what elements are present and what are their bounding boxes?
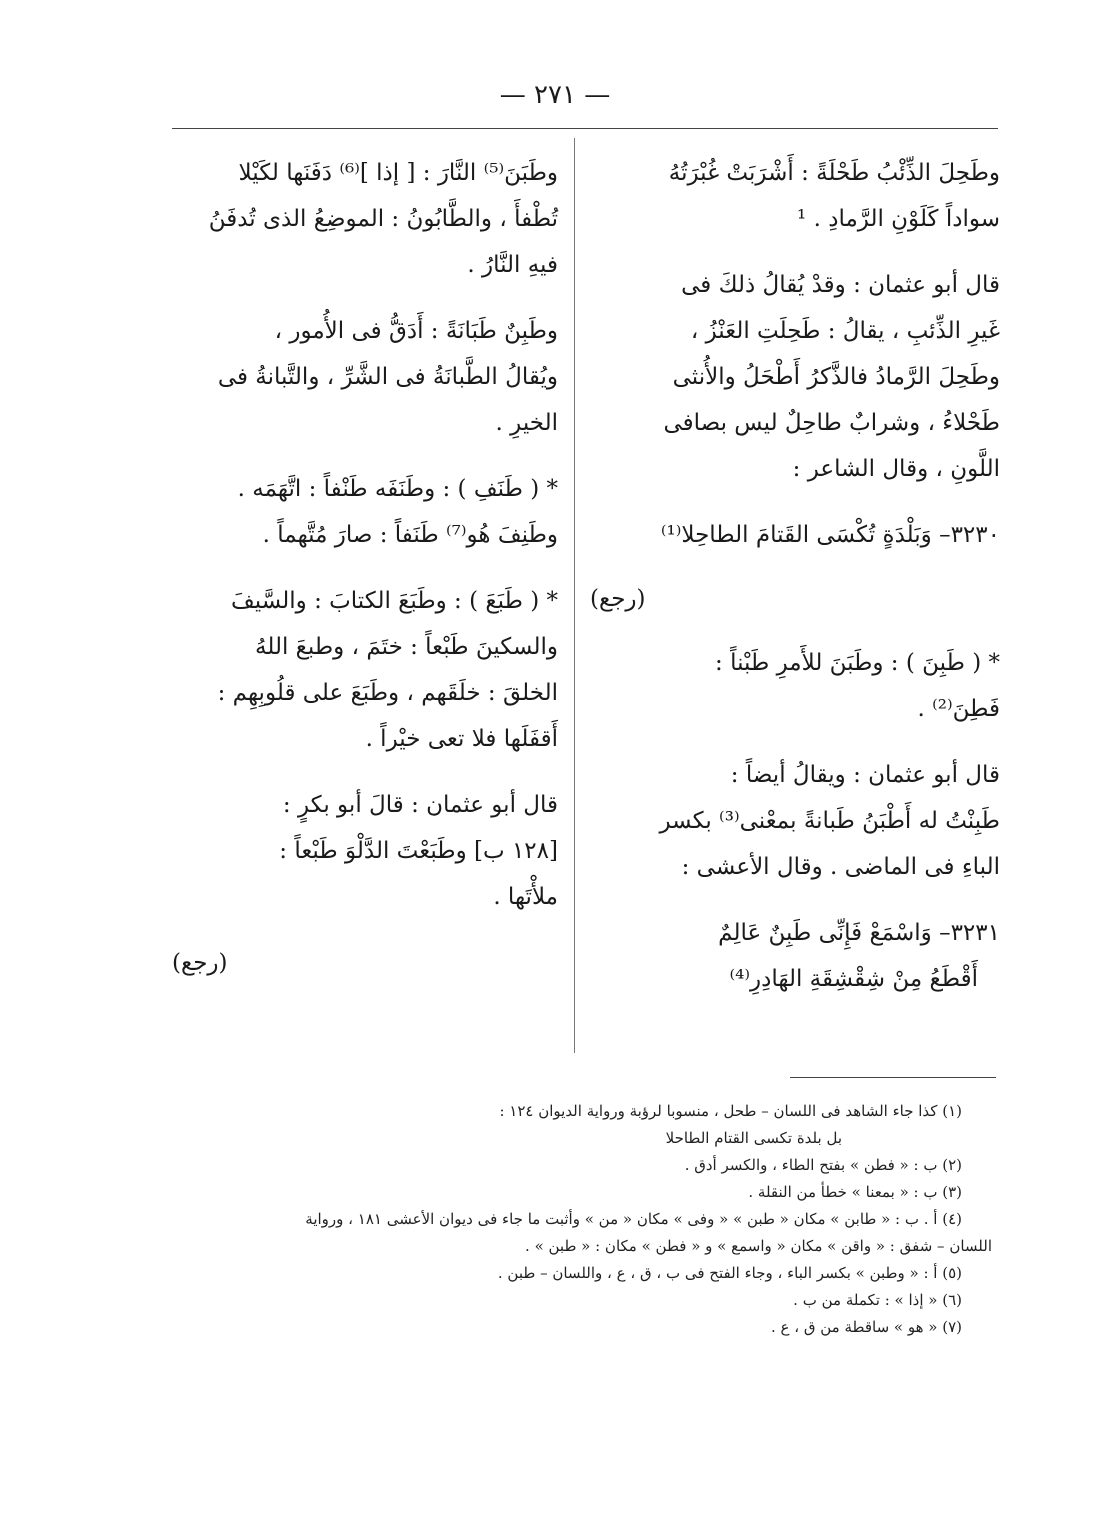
footnote-rule <box>790 1077 996 1078</box>
footnote: (٧) « هو » ساقطة من ق ، ع . <box>770 1318 962 1336</box>
entry-tabaa <box>172 578 558 762</box>
verse-line: أَقْطَعُ مِنْ شِقْشِقَةِ الهَادِرِ⁽⁴⁾ <box>729 966 978 992</box>
text-line: طَبِنْتُ له أَطْبَنُ طَبانةً بمعْنى⁽³⁾ بكسر <box>659 808 1000 834</box>
entry-tabana-nar <box>172 150 558 288</box>
text-line: [١٢٨ ب] وطَبَعْتَ الدَّلْوَ طَبْعاً : <box>279 838 558 864</box>
text-line: الباءِ فى الماضى . وقال الأعشى : <box>681 854 1000 880</box>
verse-3230 <box>590 512 1000 558</box>
footnote: (٢) ب : « فطن » بفتح الطاء ، والكسر أدق . <box>684 1156 962 1174</box>
footnote: (٤) أ . ب : « طابن » مكان « طبن » « وفى » مكان « من » وأثبت ما جاء فى ديوان الأعشى ١٨١ ، ورواية <box>305 1210 962 1228</box>
text-line: وطَنِفَ هُو⁽⁷⁾ طَنَفاً : صارَ مُتَّهماً . <box>262 522 558 548</box>
entry-tanafa <box>172 466 558 558</box>
verse-3231 <box>590 910 1000 1002</box>
text-line: سواداً كَلَوْنِ الرَّمادِ . ¹ <box>797 206 1000 232</box>
text-line: الخيرِ . <box>495 410 558 436</box>
text-line: غَيرِ الذِّئبِ ، يقالُ : طَحِلَتِ العَنْزُ ، <box>690 318 1000 344</box>
footnote: (٣) ب : « بمعنا » خطأ من النقلة . <box>748 1183 962 1201</box>
abu-uthman-tahila <box>590 262 1000 492</box>
text-line: * ( طَبَعَ ) : وطَبَعَ الكتابَ : والسَّيفَ <box>231 588 558 614</box>
verse-line: ٣٢٣١– وَاسْمَعْ فَإِنِّى طَبِنٌ عَالِمٌ <box>718 920 1000 946</box>
abu-uthman-tabina <box>590 752 1000 890</box>
return-marker: (رجع) <box>172 950 228 976</box>
text-line: اللَّونِ ، وقال الشاعر : <box>792 456 1000 482</box>
text-line: ملأْتَها . <box>493 884 558 910</box>
left-column <box>172 150 558 1004</box>
entry-tabana <box>172 308 558 446</box>
right-column <box>590 150 1000 1020</box>
text-line: * ( طَنَفِ ) : وطَنَفَه طَنْفاً : اتَّهَمَه . <box>237 476 558 502</box>
header-rule <box>172 128 998 129</box>
text-line: تُطْفأَ ، والطَّابُونُ : الموضِعُ الذى تُدفَنُ <box>208 206 558 232</box>
text-line: فَطِنَ⁽²⁾ . <box>917 696 1000 722</box>
text-line: قال أبو عثمان : ويقالُ أيضاً : <box>730 762 1000 788</box>
text-line: قال أبو عثمان : وقدْ يُقالُ ذلكَ فى <box>681 272 1000 298</box>
text-line: وطَحِلَ الرَّمادُ فالذَّكرُ أَطْحَلُ والأُنثى <box>672 364 1000 390</box>
text-line: وطَحِلَ الذِّئْبُ طَحْلَةً : أَشْرَبَتْ غُبْرَتُهُ <box>668 160 1000 186</box>
text-line: فيهِ النَّارُ . <box>467 252 558 278</box>
text-line: وطَبَنَ⁽⁵⁾ النَّارَ : [ إذا ]⁽⁶⁾ دَفَنَها لكَيْلا <box>238 160 558 186</box>
text-line: قال أبو عثمان : قالَ أبو بكرٍ : <box>282 792 558 818</box>
footnote: (٥) أ : « وطبن » بكسر الباء ، وجاء الفتح فى ب ، ق ، ع ، واللسان – طبن . <box>497 1264 962 1282</box>
footnote-continuation: اللسان – شفق : « واقن » مكان « واسمع » و « فطن » مكان : « طبن » . <box>525 1237 992 1255</box>
verse-line: ٣٢٣٠– وَبَلْدَةٍ تُكْسَى القَتامَ الطاحِلا⁽¹⁾ <box>660 522 1000 548</box>
text-line: وطَبِنٌ طَبَانَةً : أَدَقُّ فى الأُمور ، <box>274 318 558 344</box>
text-line: * ( طَبِنَ ) : وطَبَنَ للأَمرِ طَبْناً : <box>715 650 1000 676</box>
text-line: ويُقالُ الطَّبانَةُ فى الشَّرِّ ، والتَّبانةُ فى <box>217 364 558 390</box>
entry-tahila <box>590 150 1000 242</box>
text-line: أَقفَلَها فلا تعى خيْراً . <box>365 726 558 752</box>
footnote: (٦) « إذا » : تكملة من ب . <box>793 1291 962 1309</box>
page-number: — ٢٧١ — <box>499 80 611 110</box>
entry-tabina <box>590 640 1000 732</box>
text-line: طَحْلاءُ ، وشرابٌ طاحِلٌ ليس بصافى <box>663 410 1000 436</box>
footnotes <box>172 1098 992 1341</box>
text-line: الخلقَ : خلَقَهم ، وطَبَعَ على قلُوبِهِم : <box>217 680 558 706</box>
abu-uthman-tabaa <box>172 782 558 920</box>
column-divider <box>574 138 575 1053</box>
return-marker: (رجع) <box>590 586 646 612</box>
footnote-verse: بل بلدة تكسى القتام الطاحلا <box>665 1129 842 1147</box>
footnote: (١) كذا جاء الشاهد فى اللسان – طحل ، منسوبا لرؤبة ورواية الديوان ١٢٤ : <box>499 1102 962 1120</box>
text-line: والسكينَ طَبْعاً : ختَمَ ، وطبعَ اللهُ <box>255 634 558 660</box>
